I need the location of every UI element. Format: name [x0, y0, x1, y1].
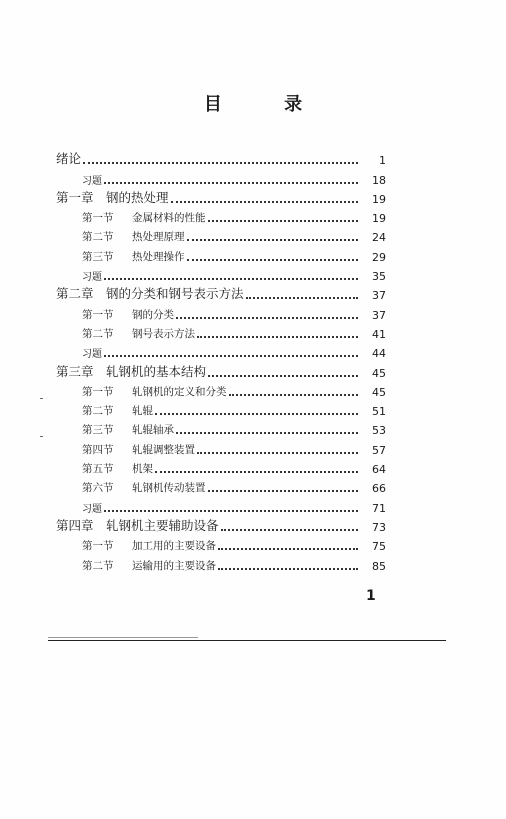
toc-chapter [56, 515, 386, 534]
toc-chapter [56, 148, 386, 167]
toc-entry-label [82, 210, 206, 225]
toc-entry-number: 第一章 [56, 189, 94, 205]
toc-entry-label [82, 500, 102, 515]
toc-entry-label [82, 461, 153, 476]
leader-dots [187, 258, 359, 261]
toc-entry-label [82, 268, 102, 283]
toc-entry-number: 第四章 [56, 517, 94, 533]
toc-entry-label [82, 249, 185, 264]
leader-dots [176, 431, 358, 434]
toc-entry-title: 加工用的主要设备 [132, 540, 216, 553]
toc-entry-title: 绪论 [56, 151, 82, 167]
toc-entry-title: 运输用的主要设备 [132, 559, 216, 572]
toc-page-number: 44 [372, 347, 386, 361]
toc-entry-title: 轧辊 [132, 405, 153, 418]
toc-section [56, 206, 386, 225]
toc-page-number: 66 [372, 482, 386, 496]
toc-entry-label [56, 516, 219, 534]
leader-dots [221, 528, 358, 531]
toc-entry-label [82, 229, 185, 244]
toc-entry-label [56, 362, 206, 380]
toc-section [56, 553, 386, 572]
toc-section [56, 380, 386, 399]
leader-dots [155, 412, 358, 415]
toc-page-number: 57 [372, 443, 386, 457]
toc-entry-title: 机架 [132, 463, 153, 476]
toc-page-number: 53 [372, 424, 386, 438]
toc-entry-number: 第一节 [82, 308, 114, 321]
leader-dots [197, 335, 358, 338]
toc-entry-number: 第一节 [82, 385, 114, 398]
toc-entry-title: 钢的分类和钢号表示方法 [106, 286, 244, 302]
toc-page-number: 19 [372, 212, 386, 226]
toc-page-number: 29 [372, 250, 386, 264]
toc-entry-title: 轧钢机的定义和分类 [132, 385, 227, 398]
toc-entry-number: 第二节 [82, 405, 114, 418]
toc-page-number: 41 [372, 327, 386, 341]
toc-entry-title: 轧辊轴承 [132, 424, 174, 437]
toc-entry-title: 钢的热处理 [106, 189, 169, 205]
margin-mark [40, 436, 43, 437]
toc-exercise [56, 495, 386, 514]
toc-section [56, 476, 386, 495]
toc-section [56, 534, 386, 553]
toc-entry-title: 热处理操作 [132, 250, 185, 263]
toc-entry-title: 钢号表示方法 [132, 327, 195, 340]
divider-faint [48, 637, 198, 638]
toc-page-number: 71 [372, 501, 386, 515]
toc-entry-label [56, 149, 81, 167]
toc-entry-label [56, 284, 244, 302]
leader-dots [187, 238, 359, 241]
toc-entry-number: 第三节 [82, 250, 114, 263]
leader-dots [208, 374, 358, 377]
leader-dots [83, 161, 358, 164]
leader-dots [208, 219, 359, 222]
toc-section [56, 322, 386, 341]
margin-mark [40, 398, 43, 399]
toc-entry-label [82, 422, 174, 437]
toc-section [56, 302, 386, 321]
toc-entry-label [82, 403, 153, 418]
toc-chapter [56, 360, 386, 379]
toc-entry-number: 第四节 [82, 443, 114, 456]
toc-entry-label [56, 188, 169, 206]
toc-section [56, 244, 386, 263]
toc-entry-title: 金属材料的性能 [132, 212, 206, 225]
toc-entry-title: 热处理原理 [132, 231, 185, 244]
toc-section [56, 418, 386, 437]
leader-dots [218, 567, 358, 570]
toc-page-number: 73 [372, 520, 386, 534]
leader-dots [104, 354, 358, 357]
toc-section [56, 225, 386, 244]
toc-page-number: 45 [372, 366, 386, 380]
leader-dots [218, 547, 358, 550]
toc-entry-title: 习题 [82, 175, 102, 187]
divider [48, 640, 446, 641]
toc-section [56, 457, 386, 476]
toc-page-number: 64 [372, 463, 386, 477]
toc-page-number: 85 [372, 559, 386, 573]
toc-page-number: 24 [372, 231, 386, 245]
leader-dots [104, 181, 358, 184]
toc-entry-label [82, 345, 102, 360]
toc-entry-number: 第一节 [82, 540, 114, 553]
toc-entry-number: 第一节 [82, 212, 114, 225]
toc-entry-number: 第三节 [82, 424, 114, 437]
toc-entry-label [82, 307, 174, 322]
toc-page-number: 1 [379, 154, 386, 168]
toc-entry-number: 第二节 [82, 231, 114, 244]
toc-section [56, 399, 386, 418]
leader-dots [246, 296, 358, 299]
table-of-contents [56, 148, 386, 573]
toc-page-number: 75 [372, 540, 386, 554]
toc-chapter [56, 283, 386, 302]
toc-entry-label [82, 384, 227, 399]
toc-entry-title: 轧辊调整装置 [132, 443, 195, 456]
toc-entry-title: 习题 [82, 503, 102, 515]
leader-dots [208, 489, 359, 492]
toc-entry-label [82, 442, 195, 457]
leader-dots [171, 200, 358, 203]
toc-exercise [56, 167, 386, 186]
toc-entry-number: 第六节 [82, 482, 114, 495]
toc-entry-label [82, 558, 216, 573]
toc-entry-title: 轧钢机主要辅助设备 [106, 517, 219, 533]
toc-section [56, 437, 386, 456]
leader-dots [176, 316, 358, 319]
toc-page-number: 37 [372, 308, 386, 322]
toc-chapter [56, 187, 386, 206]
toc-entry-number: 第二章 [56, 286, 94, 302]
toc-page-number: 18 [372, 173, 386, 187]
toc-page-number: 35 [372, 270, 386, 284]
toc-page-number: 37 [372, 289, 386, 303]
toc-entry-title: 钢的分类 [132, 308, 174, 321]
page-title: 目 录 [203, 94, 331, 115]
toc-entry-number: 第三章 [56, 363, 94, 379]
toc-exercise [56, 341, 386, 360]
toc-entry-number: 第二节 [82, 327, 114, 340]
toc-page-number: 51 [372, 405, 386, 419]
toc-entry-title: 习题 [82, 349, 102, 361]
page-number: 1 [366, 588, 376, 604]
toc-page-number: 19 [372, 192, 386, 206]
leader-dots [104, 277, 358, 280]
toc-entry-number: 第二节 [82, 559, 114, 572]
toc-entry-title: 习题 [82, 272, 102, 284]
leader-dots [155, 470, 358, 473]
leader-dots [229, 393, 359, 396]
toc-entry-label [82, 538, 216, 553]
toc-entry-number: 第五节 [82, 463, 114, 476]
toc-entry-label [82, 326, 195, 341]
leader-dots [197, 451, 358, 454]
toc-entry-label [82, 172, 102, 187]
toc-entry-title: 轧钢机传动装置 [132, 482, 206, 495]
leader-dots [104, 509, 358, 512]
toc-entry-label [82, 480, 206, 495]
toc-entry-title: 轧钢机的基本结构 [106, 363, 207, 379]
toc-page-number: 45 [372, 385, 386, 399]
toc-exercise [56, 264, 386, 283]
